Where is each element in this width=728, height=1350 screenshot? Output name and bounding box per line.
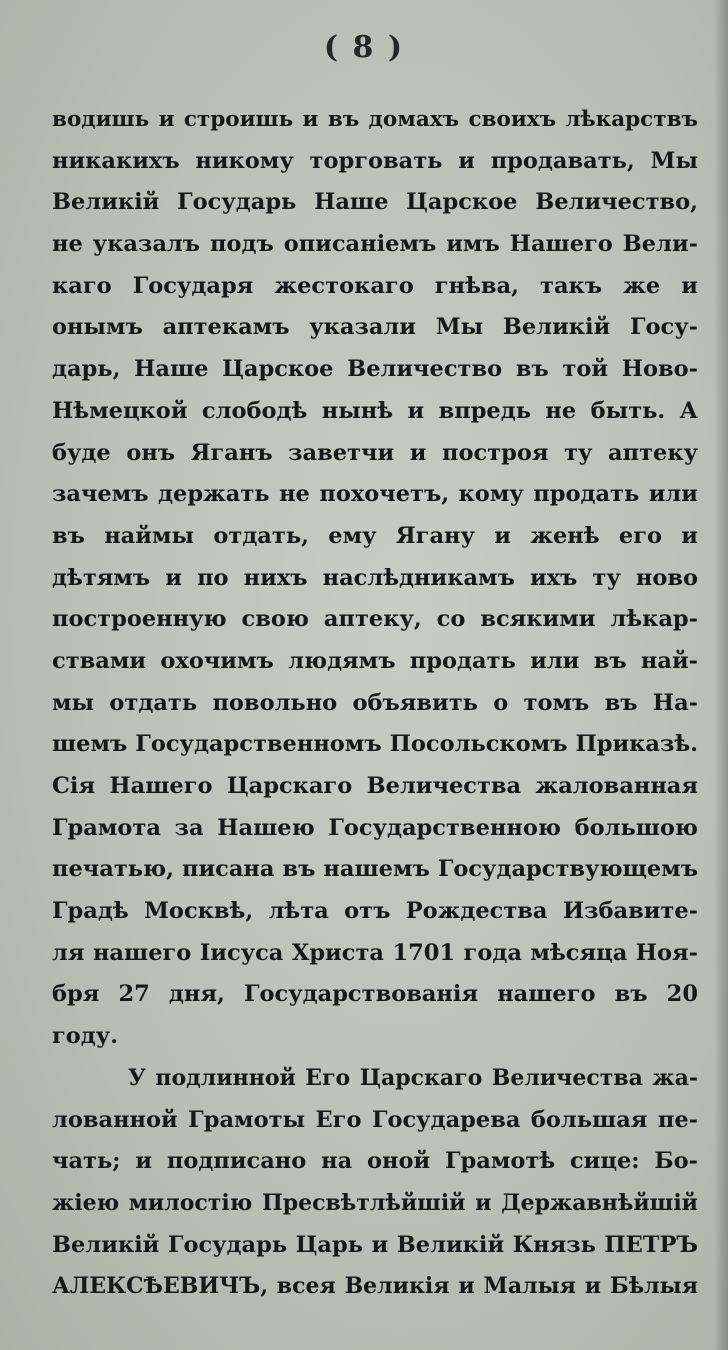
text-line: мы отдать повольно объявить о томъ въ На- [52, 689, 698, 716]
text-line: дарь, Наше Царское Величество въ той Ново- [52, 356, 698, 383]
page-number: ( 8 ) [323, 30, 405, 65]
text-line: Сія Нашего Царскаго Величества жалованная [52, 773, 698, 799]
text-line: ствами охочимъ людямъ продать или въ най- [52, 647, 698, 674]
text-line: Градѣ Москвѣ, лѣта отъ Рождества Избавите- [52, 898, 698, 925]
text-line: не указалъ подъ описаніемъ имъ Нашего Вели- [52, 231, 698, 258]
text-line: Нѣмецкой слободѣ нынѣ и впредь не быть. А [52, 397, 698, 424]
text-line: АЛЕКСѢЕВИЧЪ, всея Великія и Малыя и Бѣлыя [52, 1273, 698, 1300]
text-line: никакихъ никому торговать и продавать, Мы [52, 147, 698, 174]
text-line: зачемъ держать не похочетъ, кому продать или [52, 481, 698, 508]
text-line: каго Государя жестокаго гнѣва, такъ же и [52, 272, 698, 299]
text-line: году. [52, 1023, 119, 1050]
paragraph-2 [52, 1058, 698, 1308]
text-line: шемъ Государственномъ Посольскомъ Приказѣ. [52, 731, 698, 758]
text-line: печатью, писана въ нашемъ Государствующемъ [52, 856, 698, 883]
text-line: У подлинной Его Царскаго Величества жа- [128, 1064, 698, 1091]
text-line: онымъ аптекамъ указали Мы Великій Госу- [52, 314, 698, 341]
page-edge-shadow [714, 0, 728, 1350]
text-line: Великій Государь Наше Царское Величество, [52, 189, 698, 216]
text-line: жіею милостію Пресвѣтлѣйшій и Державнѣйшій [52, 1189, 698, 1216]
text-line: построенную свою аптеку, со всякими лѣкар- [52, 606, 698, 633]
text-line: ля нашего Іисуса Христа 1701 года мѣсяца Ноя- [52, 939, 698, 966]
text-line: Великій Государь Царь и Великій Князь ПЕТРЪ [52, 1231, 698, 1258]
text-line: чать; и подписано на оной Грамотѣ сице: Бо- [52, 1148, 698, 1175]
text-line: водишь и строишь и въ домахъ своихъ лѣкарствъ [52, 107, 698, 132]
body-text [52, 99, 698, 1308]
text-line: дѣтямъ и по нихъ наслѣдникамъ ихъ ту ново [52, 564, 698, 591]
paragraph-1 [52, 99, 698, 1058]
text-line: буде онъ Яганъ заветчи и построя ту аптеку [52, 439, 698, 466]
text-line: въ наймы отдать, ему Ягану и женѣ его и [52, 522, 698, 549]
text-line: Грамота за Нашею Государственною большою [52, 814, 698, 841]
text-line: бря 27 дня, Государствованія нашего въ 20 [52, 981, 698, 1008]
text-line: лованной Грамоты Его Государева большая пе- [52, 1106, 698, 1133]
